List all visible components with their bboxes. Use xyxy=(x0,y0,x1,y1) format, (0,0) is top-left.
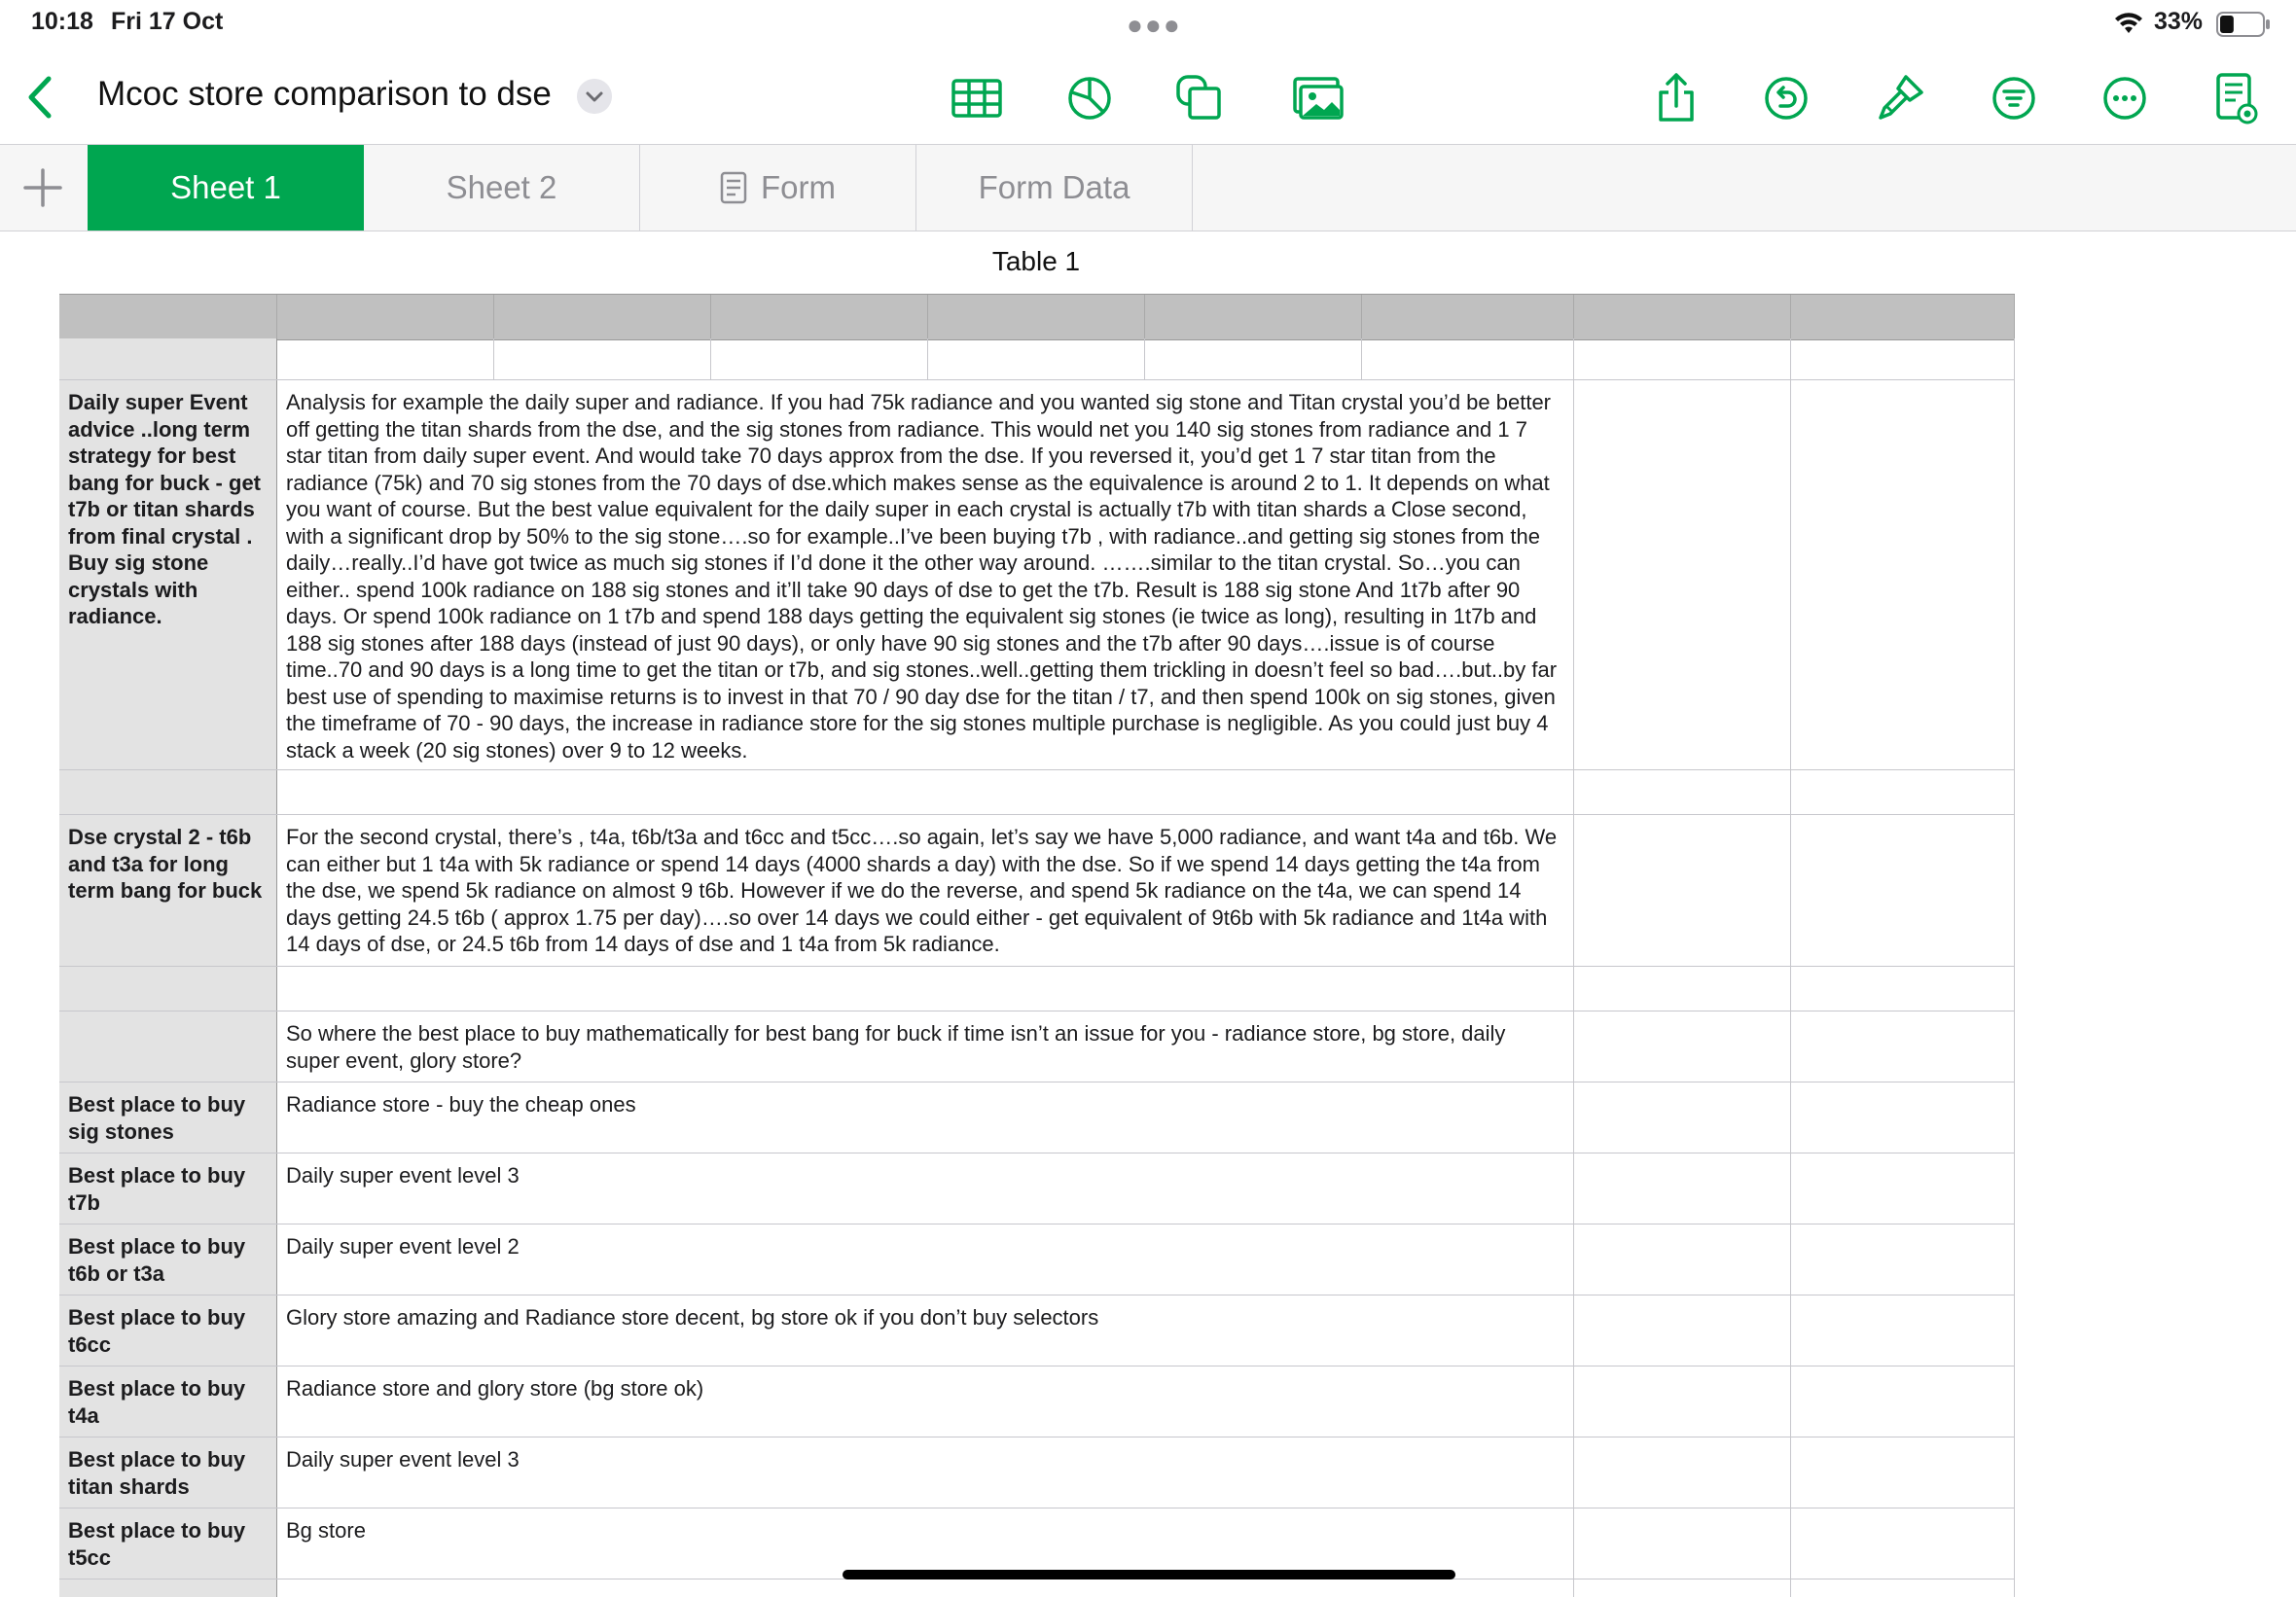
tab-sheet-2-label: Sheet 2 xyxy=(446,169,557,205)
toolbar xyxy=(0,53,2296,143)
row-label-cell[interactable]: Best place to buy t6b or t3a xyxy=(59,1224,277,1295)
sheet-tab-bar xyxy=(0,144,2296,231)
empty-cell[interactable] xyxy=(1574,1579,1791,1597)
table-row[interactable] xyxy=(59,1224,2015,1295)
tab-form-label: Form xyxy=(761,169,836,205)
row-text-cell[interactable]: For the second crystal, there’s , t4a, t6b/t3a and t6cc and t5cc….so again, let’s say we have 5,000 radiance, and want t4a and t6b. We can either but 1 t4a with 5k radiance or spend 14 days (4000 shards a day) with the dse. So if we spend 14 days getting the t4a from the dse, we spend 5k radiance on almost 9 t6b. However if we do the reverse, and spend 5k radiance on the t4a, we can spend 14 days getting 24.5 t6b ( approx 1.75 per day)….so over 14 days we could either - get equivalent of 9t6b with 5k radiance and 1t4a with 14 days of dse, or 24.5 t6b from 14 days of dse and 1 t4a from 5k radiance. xyxy=(277,815,1574,966)
empty-cell[interactable] xyxy=(1574,1082,1791,1153)
tab-sheet-1[interactable] xyxy=(88,145,364,231)
table-row[interactable] xyxy=(59,380,2015,770)
reading-view-icon[interactable] xyxy=(2208,71,2263,125)
format-brush-icon[interactable] xyxy=(1873,71,1927,125)
empty-cell[interactable] xyxy=(1791,1508,2015,1579)
empty-cell[interactable] xyxy=(1791,338,2015,379)
empty-cell[interactable] xyxy=(1791,1437,2015,1508)
table-row[interactable] xyxy=(59,770,2015,815)
header-cell[interactable] xyxy=(1362,295,1574,339)
empty-cell[interactable] xyxy=(1574,770,1791,814)
shapes-icon[interactable] xyxy=(1172,71,1227,125)
header-cell[interactable] xyxy=(1574,295,1791,339)
empty-cell[interactable] xyxy=(1574,1437,1791,1508)
table-title[interactable]: Table 1 xyxy=(991,246,1081,276)
empty-cell[interactable] xyxy=(1574,1366,1791,1437)
table-row[interactable] xyxy=(59,1437,2015,1508)
table-row[interactable] xyxy=(59,1153,2015,1224)
share-icon[interactable] xyxy=(1649,71,1704,125)
row-label-cell[interactable]: Daily super Event advice ..long term strategy for best bang for buck - get t7b or titan shards from final crystal . Buy sig stone crystals with radiance. xyxy=(59,380,277,769)
empty-cell[interactable] xyxy=(1574,380,1791,769)
row-label-cell[interactable]: Best place to buy sig stones xyxy=(59,1082,277,1153)
table-row[interactable] xyxy=(59,967,2015,1011)
row-text-cell[interactable]: Radiance store and glory store (bg store ok) xyxy=(277,1366,1574,1437)
add-sheet-icon[interactable] xyxy=(21,166,64,209)
empty-cell[interactable] xyxy=(1574,1224,1791,1295)
row-text-cell[interactable]: Bg store xyxy=(277,1508,1574,1579)
empty-cell[interactable] xyxy=(711,338,928,379)
empty-cell[interactable] xyxy=(1791,1153,2015,1224)
row-label-cell[interactable] xyxy=(59,770,277,814)
row-text-cell[interactable]: Glory store amazing and Radiance store decent, bg store ok if you don’t buy selectors xyxy=(277,1295,1574,1366)
empty-cell[interactable] xyxy=(928,338,1145,379)
document-title[interactable]: Mcoc store comparison to dse xyxy=(97,75,552,113)
empty-cell[interactable] xyxy=(277,338,494,379)
empty-cell[interactable] xyxy=(1791,1082,2015,1153)
row-label-cell[interactable]: Dse crystal 2 - t6b and t3a for long term bang for buck xyxy=(59,815,277,966)
header-cell[interactable] xyxy=(711,295,928,339)
row-label-cell[interactable] xyxy=(59,1011,277,1082)
row-text-cell[interactable]: Daily super event level 3 xyxy=(277,1437,1574,1508)
header-cell[interactable] xyxy=(59,295,277,339)
tab-form-data[interactable] xyxy=(916,145,1193,231)
empty-cell[interactable] xyxy=(1145,338,1362,379)
empty-cell[interactable] xyxy=(1791,1295,2015,1366)
home-indicator[interactable] xyxy=(843,1570,1455,1579)
table-row[interactable] xyxy=(59,1366,2015,1437)
row-text-cell[interactable] xyxy=(277,770,1574,814)
spreadsheet-table[interactable] xyxy=(59,294,2015,1597)
row-text-cell[interactable]: Radiance store - buy the cheap ones xyxy=(277,1082,1574,1153)
empty-cell[interactable] xyxy=(1791,1011,2015,1082)
row-text-cell[interactable] xyxy=(277,1579,1574,1597)
empty-cell[interactable] xyxy=(1574,1011,1791,1082)
status-time: 10:18 xyxy=(31,8,93,35)
table-row[interactable] xyxy=(59,815,2015,967)
table-row[interactable] xyxy=(59,1295,2015,1366)
more-icon[interactable] xyxy=(2098,71,2152,125)
empty-cell[interactable] xyxy=(1574,815,1791,966)
table-header-row xyxy=(59,294,2015,340)
back-icon[interactable] xyxy=(21,73,60,122)
chart-icon[interactable] xyxy=(1062,71,1117,125)
undo-icon[interactable] xyxy=(1759,71,1813,125)
empty-cell[interactable] xyxy=(1362,338,1574,379)
multitasking-dots-icon[interactable]: ●●● xyxy=(1127,10,1182,40)
tab-form[interactable] xyxy=(640,145,916,231)
row-text-cell[interactable]: So where the best place to buy mathematically for best bang for buck if time isn’t an issue for you - radiance store, bg store, daily super event, glory store? xyxy=(277,1011,1574,1082)
header-cell[interactable] xyxy=(494,295,711,339)
row-label-cell[interactable] xyxy=(59,1579,277,1597)
header-cell[interactable] xyxy=(277,295,494,339)
header-cell[interactable] xyxy=(1791,295,2015,339)
wifi-icon xyxy=(2113,10,2144,35)
organize-icon[interactable] xyxy=(1987,71,2041,125)
row-label-cell[interactable]: Best place to buy t5cc xyxy=(59,1508,277,1579)
empty-cell[interactable] xyxy=(1574,1153,1791,1224)
empty-cell[interactable] xyxy=(1791,1224,2015,1295)
empty-cell[interactable] xyxy=(1791,967,2015,1011)
table-icon[interactable] xyxy=(950,71,1004,125)
empty-cell[interactable] xyxy=(1791,380,2015,769)
empty-cell[interactable] xyxy=(1791,770,2015,814)
row-label-cell[interactable]: Best place to buy titan shards xyxy=(59,1437,277,1508)
row-text-cell[interactable] xyxy=(277,967,1574,1011)
row-label-cell[interactable]: Best place to buy t6cc xyxy=(59,1295,277,1366)
empty-cell[interactable] xyxy=(1791,1579,2015,1597)
empty-cell[interactable] xyxy=(1574,1508,1791,1579)
empty-cell[interactable] xyxy=(1574,967,1791,1011)
row-text-cell[interactable]: Analysis for example the daily super and radiance. If you had 75k radiance and you wanted sig stone and Titan crystal you’d be better off getting the titan shards from the dse, and the sig stones from radiance. This would net you 140 sig stones from radiance and 1 7 star titan from daily super event. And would take 70 days approx from the dse. If you reversed it, you’d get 1 7 star titan from the radiance (75k) and 70 sig stones from the 70 days of dse.which makes sense as the equivalence is around 2 to 1. It depends on what you want of course. But the best value equivalent for the daily super in each crystal is actually t7b with titan shards a Close second, with a significant drop by 50% to the sig stone….so for example..I’ve been buying t7b , with radiance..and getting sig stones from the daily…really..I’d have got twice as much sig stones if I’d done it the other way around. …….similar to the titan crystal. So…you can either.. spend 100k radiance on 188 sig stones and it’ll take 90 days of dse to get the t7b. Result is 188 sig stone And 1t7b after 90 days. Or spend 100k radiance on 1 t7b and spend 188 days getting the equivalent sig stones (ie twice as long), resulting in 1t7b and 188 sig stones after 188 days (instead of just 90 days), or only have 90 sig stones and the t7b after 90 days….issue is of course time..70 and 90 days is a long time to get the titan or t7b, and sig stones..well..getting them trickling in doesn’t feel so bad….but..by far best use of spending to maximise returns is to invest in that 70 / 90 day dse for the titan / t7, and then spend 100k on sig stones, given the timeframe of 70 - 90 days, the increase in radiance store for the sig stones multiple purchase is negligible. As you could just buy 4 stack a week (20 sig stones) over 9 to 12 weeks. xyxy=(277,380,1574,769)
empty-cell[interactable] xyxy=(1574,1295,1791,1366)
empty-cell[interactable] xyxy=(1791,815,2015,966)
table-row[interactable] xyxy=(59,1011,2015,1082)
empty-cell[interactable] xyxy=(1574,338,1791,379)
battery-icon xyxy=(2216,12,2271,37)
row-label-cell[interactable]: Best place to buy t7b xyxy=(59,1153,277,1224)
tab-sheet-1-label: Sheet 1 xyxy=(170,169,281,205)
tab-sheet-2[interactable] xyxy=(364,145,640,231)
row-text-cell[interactable]: Daily super event level 2 xyxy=(277,1224,1574,1295)
row-label-cell[interactable] xyxy=(59,338,277,379)
table-row[interactable] xyxy=(59,1082,2015,1153)
battery-fill xyxy=(2220,16,2234,33)
table-row[interactable] xyxy=(59,1579,2015,1597)
row-label-cell[interactable]: Best place to buy t4a xyxy=(59,1366,277,1437)
status-bar xyxy=(0,0,2296,49)
form-icon xyxy=(720,171,747,204)
tab-form-data-label: Form Data xyxy=(978,169,1130,205)
media-icon[interactable] xyxy=(1291,71,1345,125)
empty-cell[interactable] xyxy=(494,338,711,379)
header-cell[interactable] xyxy=(1145,295,1362,339)
row-label-cell[interactable] xyxy=(59,967,277,1011)
chevron-down-icon[interactable] xyxy=(577,79,612,114)
table-row[interactable] xyxy=(59,338,2015,380)
header-cell[interactable] xyxy=(928,295,1145,339)
battery-percent: 33% xyxy=(2154,8,2204,35)
empty-cell[interactable] xyxy=(1791,1366,2015,1437)
row-text-cell[interactable]: Daily super event level 3 xyxy=(277,1153,1574,1224)
status-date: Fri 17 Oct xyxy=(111,8,224,35)
